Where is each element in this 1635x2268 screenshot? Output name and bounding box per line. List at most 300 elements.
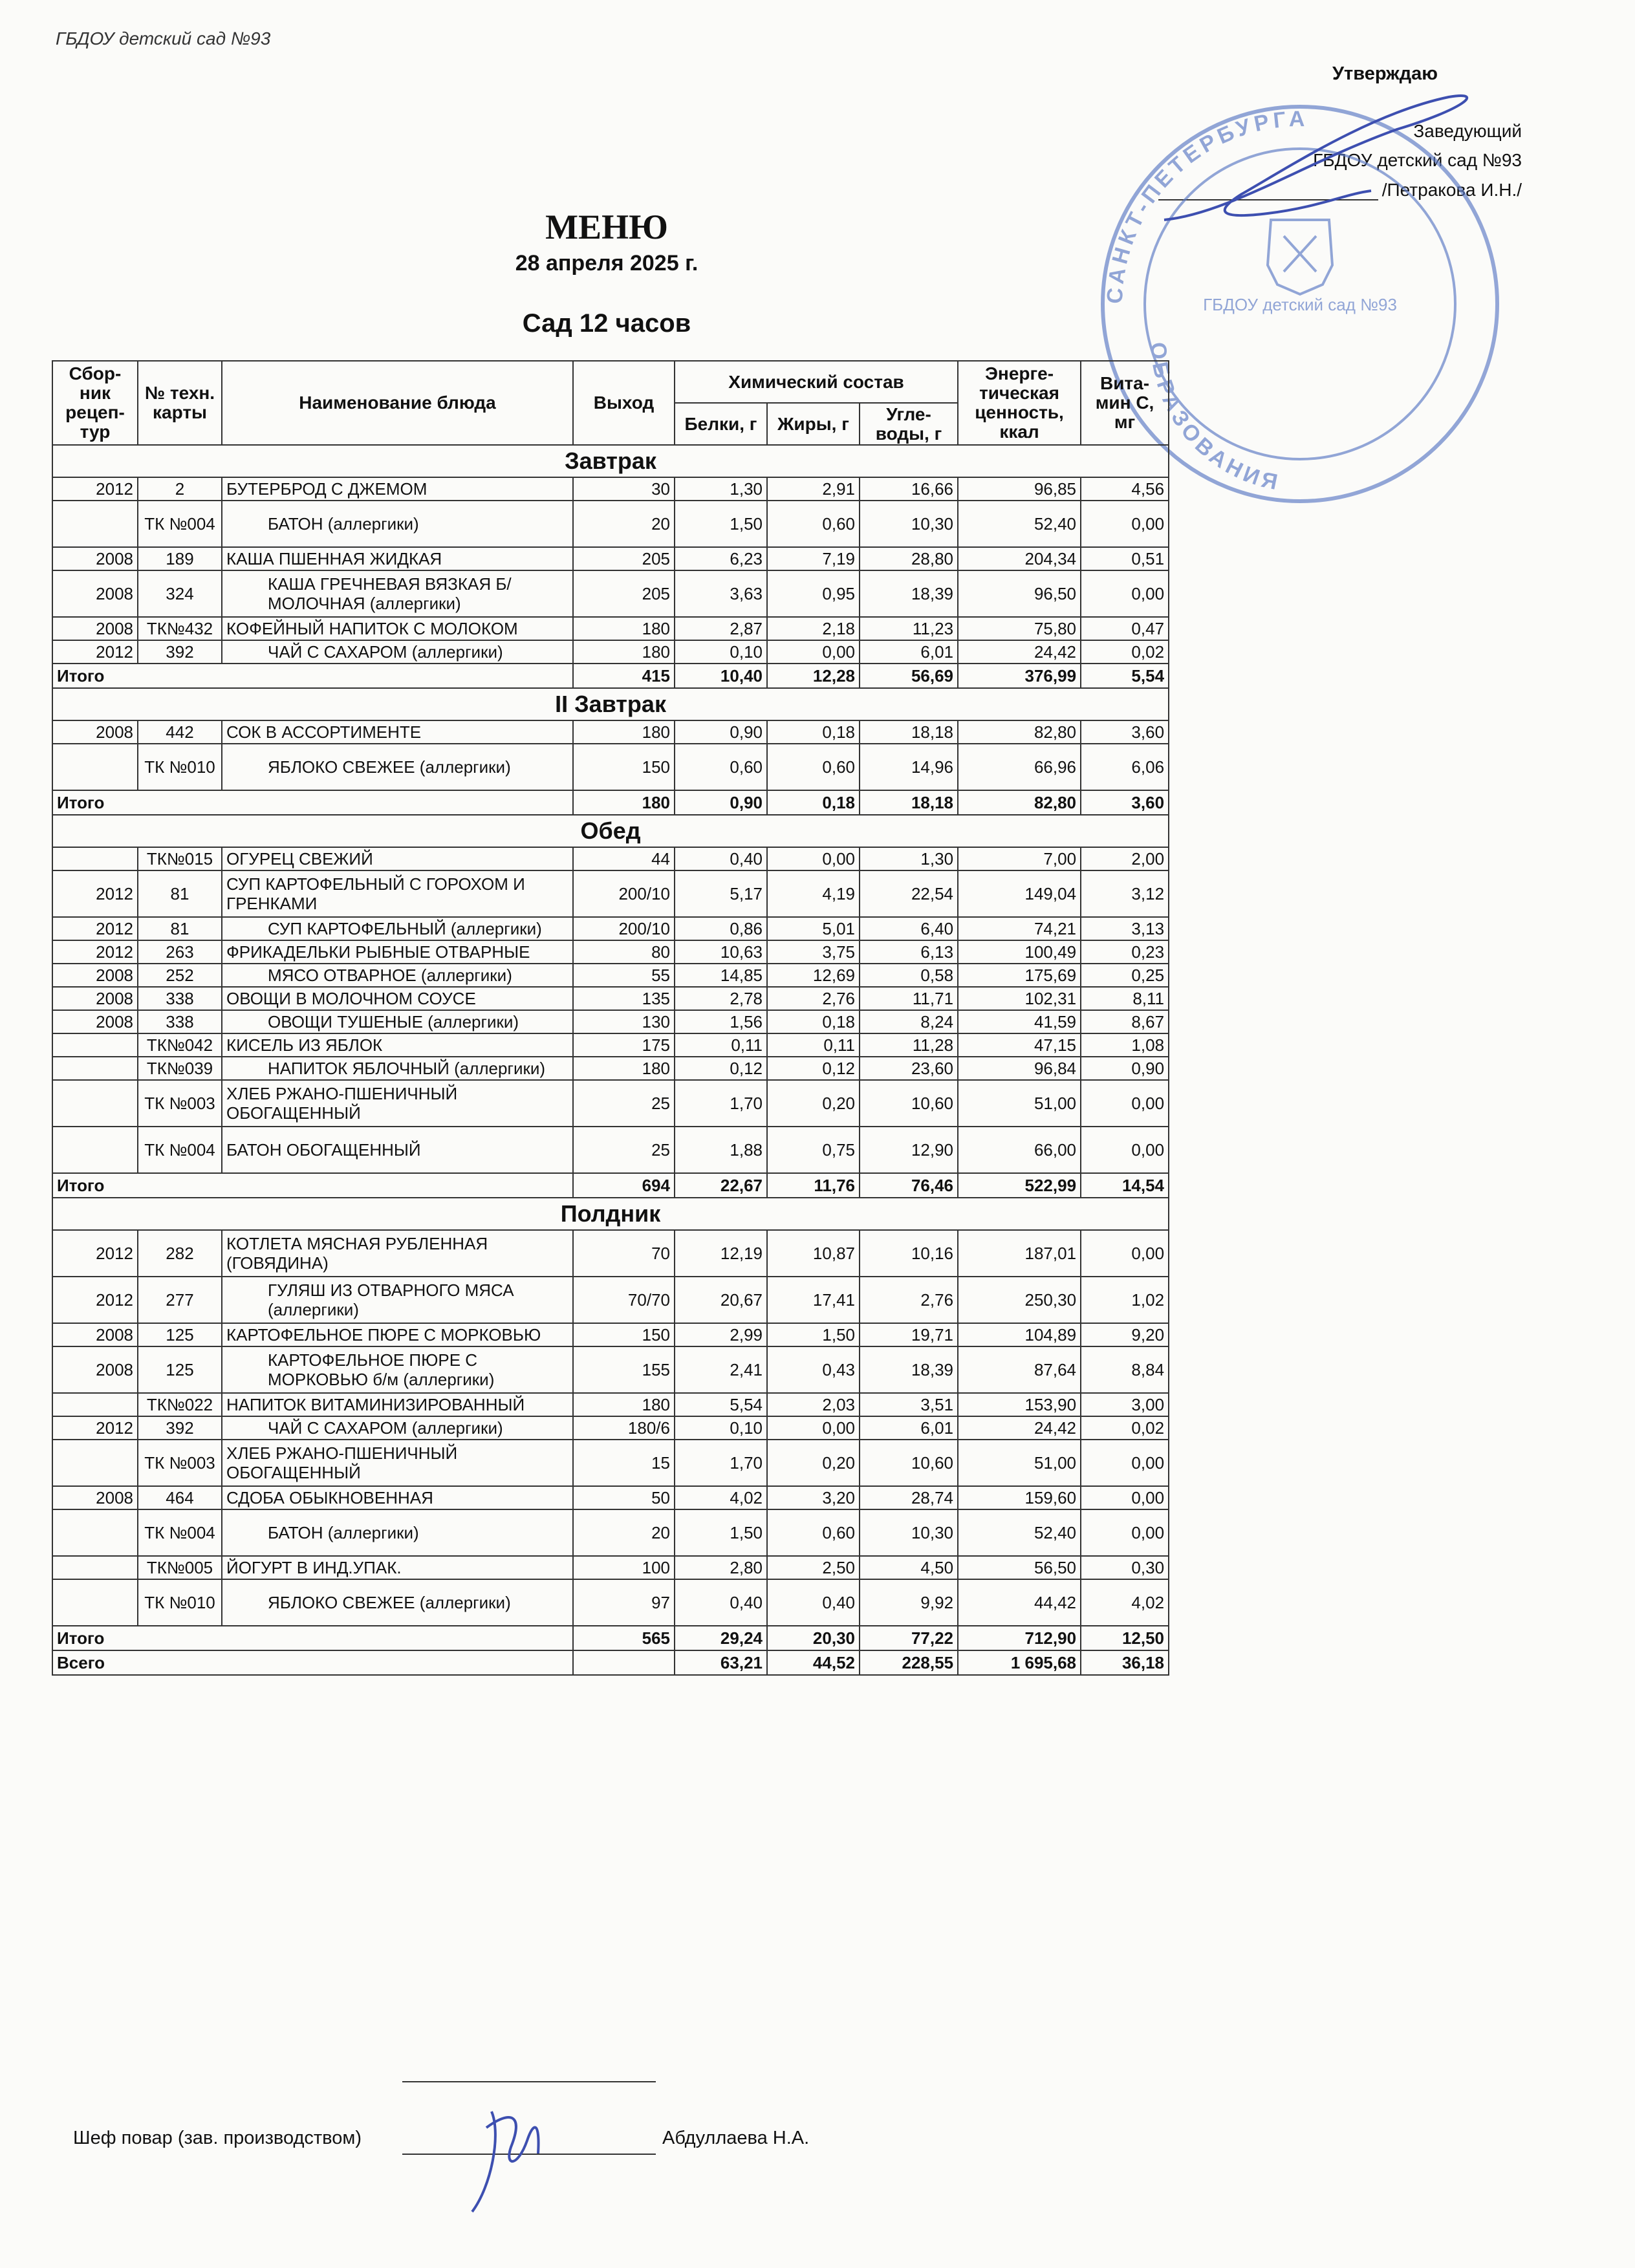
cell-carbs: 4,50 xyxy=(860,1556,958,1579)
cell-protein: 0,40 xyxy=(675,847,767,870)
cell-vitc: 0,02 xyxy=(1081,640,1169,664)
cell-vitc: 0,00 xyxy=(1081,570,1169,617)
section-total-row xyxy=(52,790,1169,815)
table-header xyxy=(52,361,1169,445)
cell-energy: 104,89 xyxy=(958,1323,1081,1346)
cell-carbs: 23,60 xyxy=(860,1057,958,1080)
cell-dish: КИСЕЛЬ ИЗ ЯБЛОК xyxy=(222,1033,573,1057)
cell-card: ТК №004 xyxy=(138,501,222,547)
cell-yield: 135 xyxy=(573,987,675,1010)
stamp-text-top: САНКТ-ПЕТЕРБУРГА xyxy=(1102,107,1309,305)
col-card: № техн. карты xyxy=(138,361,222,445)
organization-header: ГБДОУ детский сад №93 xyxy=(56,28,271,49)
cell-fat: 0,18 xyxy=(767,1010,860,1033)
cell-carbs: 11,28 xyxy=(860,1033,958,1057)
cell-protein: 0,10 xyxy=(675,640,767,664)
cell-energy: 74,21 xyxy=(958,917,1081,940)
table-row xyxy=(52,1277,1169,1323)
cell-fat: 2,03 xyxy=(767,1393,860,1416)
cell-collection: 2008 xyxy=(52,570,138,617)
cell-energy: 250,30 xyxy=(958,1277,1081,1323)
cell-collection: 2008 xyxy=(52,720,138,744)
cell-yield: 44 xyxy=(573,847,675,870)
cell-yield: 200/10 xyxy=(573,870,675,917)
cell-yield: 30 xyxy=(573,477,675,501)
cell-energy: 102,31 xyxy=(958,987,1081,1010)
cell-card: ТК№042 xyxy=(138,1033,222,1057)
cell-collection xyxy=(52,1393,138,1416)
cell-energy: 66,96 xyxy=(958,744,1081,790)
cell-fat: 0,60 xyxy=(767,501,860,547)
cell-collection: 2012 xyxy=(52,870,138,917)
cell-dish: НАПИТОК ВИТАМИНИЗИРОВАННЫЙ xyxy=(222,1393,573,1416)
cell-protein: 6,23 xyxy=(675,547,767,570)
cell-carbs: 6,40 xyxy=(860,917,958,940)
cell-protein: 20,67 xyxy=(675,1277,767,1323)
cell-collection: 2012 xyxy=(52,640,138,664)
total-value: 12,28 xyxy=(767,664,860,688)
cell-protein: 5,54 xyxy=(675,1393,767,1416)
cell-carbs: 18,18 xyxy=(860,720,958,744)
cell-carbs: 19,71 xyxy=(860,1323,958,1346)
cell-dish: ГУЛЯШ ИЗ ОТВАРНОГО МЯСА (аллергики) xyxy=(222,1277,573,1323)
grand-total-label: Всего xyxy=(52,1650,573,1675)
cell-protein: 2,78 xyxy=(675,987,767,1010)
cell-vitc: 1,02 xyxy=(1081,1277,1169,1323)
cell-fat: 0,00 xyxy=(767,640,860,664)
table-row xyxy=(52,940,1169,964)
cell-card: 392 xyxy=(138,1416,222,1440)
cell-yield: 180/6 xyxy=(573,1416,675,1440)
grand-total-value: 63,21 xyxy=(675,1650,767,1675)
total-value: 14,54 xyxy=(1081,1173,1169,1198)
cell-vitc: 0,00 xyxy=(1081,1230,1169,1277)
cell-dish: КОФЕЙНЫЙ НАПИТОК С МОЛОКОМ xyxy=(222,617,573,640)
grand-total-value: 228,55 xyxy=(860,1650,958,1675)
menu-table xyxy=(52,360,1169,1676)
cell-card: ТК№005 xyxy=(138,1556,222,1579)
signature-blank-line xyxy=(1158,182,1378,200)
cell-protein: 4,02 xyxy=(675,1486,767,1509)
chef-signature-line xyxy=(402,2154,656,2155)
total-value: 712,90 xyxy=(958,1626,1081,1650)
cell-vitc: 3,00 xyxy=(1081,1393,1169,1416)
cell-energy: 153,90 xyxy=(958,1393,1081,1416)
total-label: Итого xyxy=(52,1173,573,1198)
table-row xyxy=(52,987,1169,1010)
table-row xyxy=(52,1346,1169,1393)
table-row xyxy=(52,1230,1169,1277)
total-value: 76,46 xyxy=(860,1173,958,1198)
cell-fat: 12,69 xyxy=(767,964,860,987)
cell-dish: ХЛЕБ РЖАНО-ПШЕНИЧНЫЙ ОБОГАЩЕННЫЙ xyxy=(222,1080,573,1127)
cell-carbs: 8,24 xyxy=(860,1010,958,1033)
table-row xyxy=(52,1010,1169,1033)
cell-fat: 2,76 xyxy=(767,987,860,1010)
cell-vitc: 0,25 xyxy=(1081,964,1169,987)
cell-yield: 205 xyxy=(573,570,675,617)
cell-dish: МЯСО ОТВАРНОЕ (аллергики) xyxy=(222,964,573,987)
cell-card: ТК №004 xyxy=(138,1509,222,1556)
cell-energy: 96,84 xyxy=(958,1057,1081,1080)
cell-energy: 82,80 xyxy=(958,720,1081,744)
cell-protein: 0,10 xyxy=(675,1416,767,1440)
table-row xyxy=(52,1579,1169,1626)
col-dish: Наименование блюда xyxy=(222,361,573,445)
cell-fat: 4,19 xyxy=(767,870,860,917)
cell-card: ТК №003 xyxy=(138,1080,222,1127)
cell-fat: 17,41 xyxy=(767,1277,860,1323)
cell-collection xyxy=(52,1127,138,1173)
col-vitc: Вита-мин С, мг xyxy=(1081,361,1169,445)
section-title: Обед xyxy=(52,815,1169,847)
cell-energy: 52,40 xyxy=(958,1509,1081,1556)
cell-collection xyxy=(52,1509,138,1556)
cell-vitc: 0,02 xyxy=(1081,1416,1169,1440)
cell-card: 263 xyxy=(138,940,222,964)
cell-fat: 0,60 xyxy=(767,744,860,790)
col-energy: Энерге-тическая ценность, ккал xyxy=(958,361,1081,445)
cell-yield: 180 xyxy=(573,1393,675,1416)
table-row xyxy=(52,570,1169,617)
total-value: 415 xyxy=(573,664,675,688)
cell-dish: ЙОГУРТ В ИНД.УПАК. xyxy=(222,1556,573,1579)
cell-card: 125 xyxy=(138,1323,222,1346)
cell-carbs: 16,66 xyxy=(860,477,958,501)
cell-protein: 14,85 xyxy=(675,964,767,987)
cell-vitc: 0,00 xyxy=(1081,1486,1169,1509)
cell-yield: 180 xyxy=(573,617,675,640)
table-row xyxy=(52,1127,1169,1173)
chef-top-line xyxy=(402,2081,656,2082)
cell-energy: 149,04 xyxy=(958,870,1081,917)
cell-carbs: 10,60 xyxy=(860,1080,958,1127)
table-row xyxy=(52,501,1169,547)
grand-total-value: 44,52 xyxy=(767,1650,860,1675)
cell-energy: 51,00 xyxy=(958,1080,1081,1127)
total-value: 522,99 xyxy=(958,1173,1081,1198)
cell-collection: 2008 xyxy=(52,1346,138,1393)
cell-protein: 1,30 xyxy=(675,477,767,501)
cell-yield: 97 xyxy=(573,1579,675,1626)
cell-yield: 50 xyxy=(573,1486,675,1509)
cell-yield: 205 xyxy=(573,547,675,570)
cell-energy: 66,00 xyxy=(958,1127,1081,1173)
section-total-row xyxy=(52,664,1169,688)
table-row xyxy=(52,964,1169,987)
stamp-text-bottom: ОБРАЗОВАНИЯ xyxy=(1145,341,1284,496)
cell-carbs: 11,71 xyxy=(860,987,958,1010)
section-title: Завтрак xyxy=(52,445,1169,477)
cell-yield: 180 xyxy=(573,640,675,664)
cell-yield: 55 xyxy=(573,964,675,987)
col-chem: Химический состав xyxy=(675,361,958,403)
cell-collection: 2012 xyxy=(52,1277,138,1323)
cell-collection: 2008 xyxy=(52,547,138,570)
cell-fat: 1,50 xyxy=(767,1323,860,1346)
total-value: 5,54 xyxy=(1081,664,1169,688)
total-value: 694 xyxy=(573,1173,675,1198)
cell-vitc: 0,00 xyxy=(1081,1440,1169,1486)
cell-vitc: 0,23 xyxy=(1081,940,1169,964)
cell-card: 277 xyxy=(138,1277,222,1323)
cell-fat: 2,50 xyxy=(767,1556,860,1579)
cell-yield: 150 xyxy=(573,744,675,790)
cell-vitc: 8,11 xyxy=(1081,987,1169,1010)
cell-protein: 2,41 xyxy=(675,1346,767,1393)
section-heading-row xyxy=(52,445,1169,477)
cell-carbs: 28,74 xyxy=(860,1486,958,1509)
section-title: Полдник xyxy=(52,1198,1169,1230)
cell-collection: 2008 xyxy=(52,987,138,1010)
cell-protein: 0,90 xyxy=(675,720,767,744)
approver-organization: ГБДОУ детский сад №93 xyxy=(1313,150,1522,170)
cell-protein: 0,11 xyxy=(675,1033,767,1057)
cell-yield: 175 xyxy=(573,1033,675,1057)
cell-protein: 12,19 xyxy=(675,1230,767,1277)
cell-fat: 3,75 xyxy=(767,940,860,964)
total-value: 565 xyxy=(573,1626,675,1650)
approver-signature-line xyxy=(1158,180,1522,200)
cell-energy: 96,50 xyxy=(958,570,1081,617)
cell-fat: 3,20 xyxy=(767,1486,860,1509)
cell-protein: 1,56 xyxy=(675,1010,767,1033)
total-value: 77,22 xyxy=(860,1626,958,1650)
cell-fat: 2,91 xyxy=(767,477,860,501)
cell-vitc: 3,60 xyxy=(1081,720,1169,744)
table-row xyxy=(52,847,1169,870)
cell-energy: 24,42 xyxy=(958,640,1081,664)
total-value: 0,90 xyxy=(675,790,767,815)
cell-energy: 204,34 xyxy=(958,547,1081,570)
cell-collection: 2008 xyxy=(52,1323,138,1346)
cell-fat: 0,40 xyxy=(767,1579,860,1626)
cell-protein: 1,50 xyxy=(675,1509,767,1556)
cell-energy: 52,40 xyxy=(958,501,1081,547)
cell-vitc: 0,00 xyxy=(1081,1080,1169,1127)
section-heading-row xyxy=(52,815,1169,847)
cell-protein: 10,63 xyxy=(675,940,767,964)
cell-collection: 2008 xyxy=(52,617,138,640)
grand-total-value: 36,18 xyxy=(1081,1650,1169,1675)
cell-fat: 5,01 xyxy=(767,917,860,940)
cell-card: 81 xyxy=(138,870,222,917)
stamp-keys-icon xyxy=(1284,236,1316,272)
total-value: 20,30 xyxy=(767,1626,860,1650)
chef-signature-icon xyxy=(472,2111,539,2212)
total-label: Итого xyxy=(52,664,573,688)
table-row xyxy=(52,617,1169,640)
cell-collection: 2012 xyxy=(52,1230,138,1277)
cell-fat: 0,00 xyxy=(767,847,860,870)
cell-card: 189 xyxy=(138,547,222,570)
document-title: МЕНЮ xyxy=(545,208,668,246)
cell-carbs: 3,51 xyxy=(860,1393,958,1416)
cell-yield: 180 xyxy=(573,720,675,744)
cell-protein: 1,50 xyxy=(675,501,767,547)
cell-card: 392 xyxy=(138,640,222,664)
cell-protein: 0,86 xyxy=(675,917,767,940)
cell-protein: 2,99 xyxy=(675,1323,767,1346)
cell-collection xyxy=(52,744,138,790)
cell-yield: 20 xyxy=(573,501,675,547)
cell-collection: 2008 xyxy=(52,964,138,987)
table-row xyxy=(52,1440,1169,1486)
total-value: 376,99 xyxy=(958,664,1081,688)
cell-yield: 130 xyxy=(573,1010,675,1033)
total-value: 11,76 xyxy=(767,1173,860,1198)
cell-card: 282 xyxy=(138,1230,222,1277)
cell-carbs: 18,39 xyxy=(860,1346,958,1393)
cell-card: ТК №003 xyxy=(138,1440,222,1486)
approver-role: Заведующий xyxy=(1413,121,1522,141)
col-collection: Сбор-ник рецеп-тур xyxy=(52,361,138,445)
cell-yield: 15 xyxy=(573,1440,675,1486)
table-row xyxy=(52,547,1169,570)
cell-dish: КАША ГРЕЧНЕВАЯ ВЯЗКАЯ Б/МОЛОЧНАЯ (аллергики) xyxy=(222,570,573,617)
col-yield: Выход xyxy=(573,361,675,445)
cell-energy: 56,50 xyxy=(958,1556,1081,1579)
table-row xyxy=(52,1486,1169,1509)
approver-name: /Петракова И.Н./ xyxy=(1381,180,1522,200)
total-value: 10,40 xyxy=(675,664,767,688)
cell-fat: 0,43 xyxy=(767,1346,860,1393)
table-row xyxy=(52,870,1169,917)
cell-fat: 0,75 xyxy=(767,1127,860,1173)
cell-energy: 51,00 xyxy=(958,1440,1081,1486)
cell-carbs: 10,30 xyxy=(860,1509,958,1556)
cell-fat: 0,60 xyxy=(767,1509,860,1556)
cell-collection xyxy=(52,501,138,547)
cell-dish: ЧАЙ С САХАРОМ (аллергики) xyxy=(222,1416,573,1440)
cell-fat: 0,00 xyxy=(767,1416,860,1440)
cell-carbs: 2,76 xyxy=(860,1277,958,1323)
cell-fat: 0,20 xyxy=(767,1440,860,1486)
cell-carbs: 11,23 xyxy=(860,617,958,640)
cell-dish: БАТОН (аллергики) xyxy=(222,1509,573,1556)
cell-collection xyxy=(52,847,138,870)
cell-fat: 2,18 xyxy=(767,617,860,640)
cell-dish: СУП КАРТОФЕЛЬНЫЙ (аллергики) xyxy=(222,917,573,940)
cell-energy: 175,69 xyxy=(958,964,1081,987)
total-value: 12,50 xyxy=(1081,1626,1169,1650)
cell-protein: 2,80 xyxy=(675,1556,767,1579)
cell-energy: 87,64 xyxy=(958,1346,1081,1393)
cell-yield: 155 xyxy=(573,1346,675,1393)
cell-dish: СДОБА ОБЫКНОВЕННАЯ xyxy=(222,1486,573,1509)
cell-protein: 2,87 xyxy=(675,617,767,640)
cell-protein: 1,70 xyxy=(675,1440,767,1486)
cell-carbs: 6,01 xyxy=(860,1416,958,1440)
chef-label: Шеф повар (зав. производством) xyxy=(73,2128,362,2148)
table-row xyxy=(52,744,1169,790)
grand-total-value: 1 695,68 xyxy=(958,1650,1081,1675)
cell-card: 442 xyxy=(138,720,222,744)
table-row xyxy=(52,720,1169,744)
cell-dish: ХЛЕБ РЖАНО-ПШЕНИЧНЫЙ ОБОГАЩЕННЫЙ xyxy=(222,1440,573,1486)
group-name: Сад 12 часов xyxy=(522,309,691,338)
cell-vitc: 0,30 xyxy=(1081,1556,1169,1579)
cell-dish: БАТОН ОБОГАЩЕННЫЙ xyxy=(222,1127,573,1173)
cell-vitc: 0,51 xyxy=(1081,547,1169,570)
cell-dish: ЧАЙ С САХАРОМ (аллергики) xyxy=(222,640,573,664)
cell-vitc: 9,20 xyxy=(1081,1323,1169,1346)
total-value: 22,67 xyxy=(675,1173,767,1198)
cell-dish: ФРИКАДЕЛЬКИ РЫБНЫЕ ОТВАРНЫЕ xyxy=(222,940,573,964)
section-title: II Завтрак xyxy=(52,688,1169,720)
chef-name: Абдуллаева Н.А. xyxy=(662,2128,810,2148)
menu-date: 28 апреля 2025 г. xyxy=(515,251,698,275)
total-value: 29,24 xyxy=(675,1626,767,1650)
cell-protein: 0,12 xyxy=(675,1057,767,1080)
cell-dish: ОГУРЕЦ СВЕЖИЙ xyxy=(222,847,573,870)
total-value: 3,60 xyxy=(1081,790,1169,815)
cell-yield: 70/70 xyxy=(573,1277,675,1323)
cell-yield: 100 xyxy=(573,1556,675,1579)
cell-card: ТК№039 xyxy=(138,1057,222,1080)
cell-protein: 5,17 xyxy=(675,870,767,917)
cell-fat: 10,87 xyxy=(767,1230,860,1277)
cell-carbs: 18,39 xyxy=(860,570,958,617)
cell-dish: НАПИТОК ЯБЛОЧНЫЙ (аллергики) xyxy=(222,1057,573,1080)
cell-dish: КАРТОФЕЛЬНОЕ ПЮРЕ С МОРКОВЬЮ xyxy=(222,1323,573,1346)
cell-card: ТК№022 xyxy=(138,1393,222,1416)
stamp-emblem-icon xyxy=(1268,220,1332,294)
cell-collection: 2012 xyxy=(52,1416,138,1440)
cell-energy: 7,00 xyxy=(958,847,1081,870)
cell-card: 252 xyxy=(138,964,222,987)
cell-collection xyxy=(52,1556,138,1579)
cell-vitc: 8,67 xyxy=(1081,1010,1169,1033)
cell-collection: 2008 xyxy=(52,1010,138,1033)
cell-collection xyxy=(52,1579,138,1626)
cell-carbs: 22,54 xyxy=(860,870,958,917)
table-row xyxy=(52,1057,1169,1080)
cell-energy: 96,85 xyxy=(958,477,1081,501)
cell-vitc: 8,84 xyxy=(1081,1346,1169,1393)
cell-fat: 0,20 xyxy=(767,1080,860,1127)
cell-dish: ЯБЛОКО СВЕЖЕЕ (аллергики) xyxy=(222,1579,573,1626)
cell-collection: 2012 xyxy=(52,940,138,964)
cell-fat: 7,19 xyxy=(767,547,860,570)
cell-carbs: 14,96 xyxy=(860,744,958,790)
table-row xyxy=(52,1080,1169,1127)
col-fat: Жиры, г xyxy=(767,403,860,445)
cell-energy: 24,42 xyxy=(958,1416,1081,1440)
cell-energy: 100,49 xyxy=(958,940,1081,964)
cell-collection: 2012 xyxy=(52,477,138,501)
approval-label: Утверждаю xyxy=(1332,63,1438,84)
cell-vitc: 0,00 xyxy=(1081,501,1169,547)
total-value: 0,18 xyxy=(767,790,860,815)
section-total-row xyxy=(52,1173,1169,1198)
cell-carbs: 12,90 xyxy=(860,1127,958,1173)
table-row xyxy=(52,1033,1169,1057)
cell-fat: 0,18 xyxy=(767,720,860,744)
cell-yield: 200/10 xyxy=(573,917,675,940)
cell-protein: 1,88 xyxy=(675,1127,767,1173)
cell-carbs: 9,92 xyxy=(860,1579,958,1626)
cell-vitc: 2,00 xyxy=(1081,847,1169,870)
cell-protein: 1,70 xyxy=(675,1080,767,1127)
cell-yield: 25 xyxy=(573,1080,675,1127)
cell-dish: ОВОЩИ В МОЛОЧНОМ СОУСЕ xyxy=(222,987,573,1010)
cell-yield: 180 xyxy=(573,1057,675,1080)
cell-dish: ОВОЩИ ТУШЕНЫЕ (аллергики) xyxy=(222,1010,573,1033)
cell-carbs: 10,30 xyxy=(860,501,958,547)
cell-vitc: 0,90 xyxy=(1081,1057,1169,1080)
cell-dish: БУТЕРБРОД С ДЖЕМОМ xyxy=(222,477,573,501)
